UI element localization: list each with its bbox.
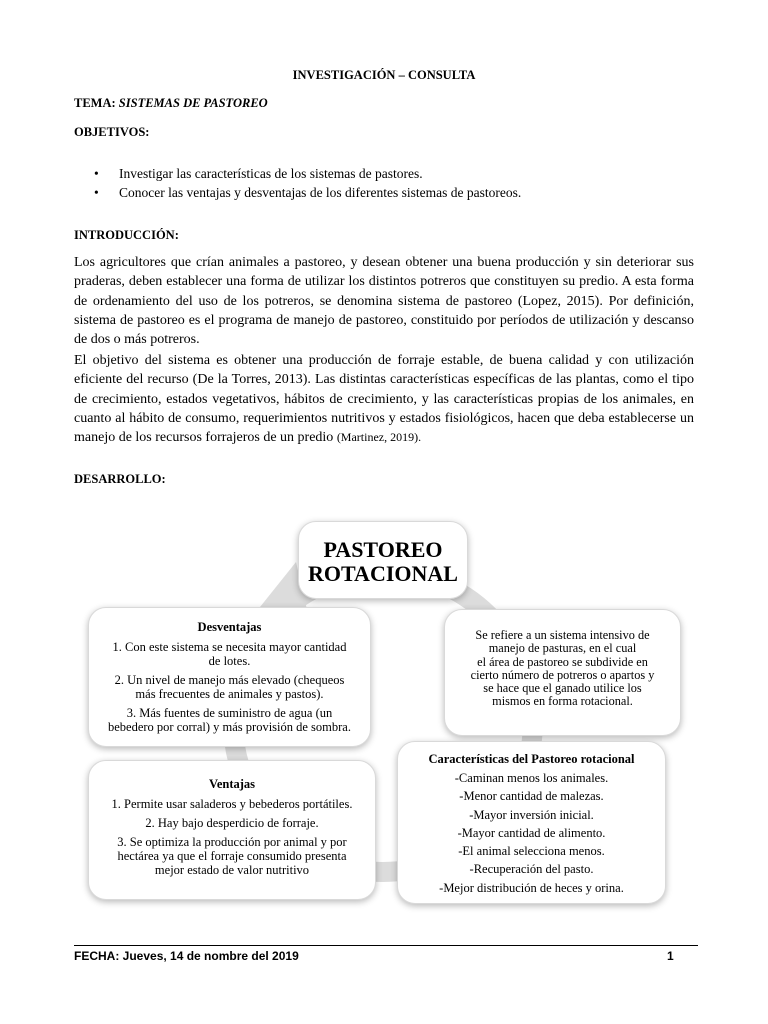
desventajas-title: Desventajas [197, 620, 262, 634]
caracteristicas-title: Características del Pastoreo rotacional [428, 752, 635, 766]
center-node-line-1: PASTOREO [323, 537, 443, 562]
page-number: 1 [667, 949, 674, 963]
caracteristica-item: -Menor cantidad de malezas. [459, 789, 604, 804]
desventajas-node [88, 607, 371, 747]
tema-label: TEMA: [74, 96, 116, 110]
caracteristica-item: -El animal selecciona menos. [458, 844, 605, 859]
footer-divider [74, 945, 698, 946]
definicion-line: manejo de pasturas, en el cual [488, 641, 637, 656]
introduccion-heading: INTRODUCCIÓN: [74, 228, 179, 242]
ventaja-item: 1. Permite usar saladeros y bebederos portátiles. [111, 797, 353, 811]
tema-value: SISTEMAS DE PASTOREO [118, 96, 268, 110]
ventaja-item: 2. Hay bajo desperdicio de forraje. [145, 816, 319, 830]
center-node-line-2: ROTACIONAL [308, 561, 458, 586]
definicion-line: cierto número de potreros o apartos y [470, 667, 655, 682]
caracteristica-item: -Recuperación del pasto. [469, 862, 594, 877]
caracteristica-item: -Mayor cantidad de alimento. [457, 825, 606, 840]
definicion-line: Se refiere a un sistema intensivo de [475, 628, 650, 642]
ventaja-item: 3. Se optimiza la producción por animal y por hectárea ya que el forraje consumido presenta mejor estado de valor nutritivo [117, 835, 347, 877]
center-node [298, 521, 468, 599]
desventaja-item: 1. Con este sistema se necesita mayor cantidad de lotes. [112, 640, 347, 668]
intro-paragraph-2-text: El objetivo del sistema es obtener una producción de forraje estable, de buena calidad y con utilización eficiente del recurso (De la Torres, 2013). Las distintas características específicas de las plantas, como el tipo de crecimiento, estados vegetativos, hábitos de crecimiento, y las características propias de los animales, en cuanto al hábito de consumo, requerimientos nutritivos y estados fisiológicos, hacen que deba establecerse un manejo de los recursos forrajeros de un predio [74, 353, 694, 446]
caracteristica-item: -Mayor inversión inicial. [469, 807, 594, 822]
document-title: INVESTIGACIÓN – CONSULTA [292, 68, 476, 82]
ventajas-node [88, 760, 376, 900]
definicion-node [444, 609, 681, 736]
footer-date: FECHA: Jueves, 14 de nombre del 2019 [74, 949, 299, 963]
caracteristicas-node [397, 741, 666, 904]
desventaja-item: 2. Un nivel de manejo más elevado (chequeos más frecuentes de animales y pastos). [114, 673, 345, 701]
intro-paragraph-2-citation: (Martinez, 2019). [336, 430, 422, 445]
desventaja-item: 3. Más fuentes de suministro de agua (un bebedero por corral) y más provisión de sombra. [108, 706, 351, 734]
objetivo-item: • Conocer las ventajas y desventajas de los diferentes sistemas de pastoreos. [94, 183, 521, 202]
definicion-line: se hace que el ganado utilice los [483, 681, 642, 696]
definicion-line: mismos en forma rotacional. [492, 694, 633, 709]
intro-paragraph-1: Los agricultores que crían animales a pastoreo, y desean obtener una buena producción y sin deteriorar sus praderas, deben establecer una forma de utilizar los distintos potreros que constituyen su predio. A esta forma de ordenamiento del uso de los potreros, se denomina sistema de pastoreo (Lopez, 2015). Por definición, sistema de pastoreo es el programa de manejo de pastoreo, constituido por períodos de utilización y descanso de dos o más potreros. [74, 255, 694, 348]
definicion-line: el área de pastoreo se subdivide en [477, 654, 648, 669]
caracteristica-item: -Caminan menos los animales. [454, 771, 609, 785]
objetivo-item: • Investigar las características de los sistemas de pastores. [94, 164, 521, 183]
ventajas-title: Ventajas [208, 777, 256, 791]
desarrollo-heading: DESARROLLO: [74, 472, 166, 486]
objetivos-heading: OBJETIVOS: [74, 125, 150, 139]
caracteristica-item: -Mejor distribución de heces y orina. [439, 880, 624, 895]
